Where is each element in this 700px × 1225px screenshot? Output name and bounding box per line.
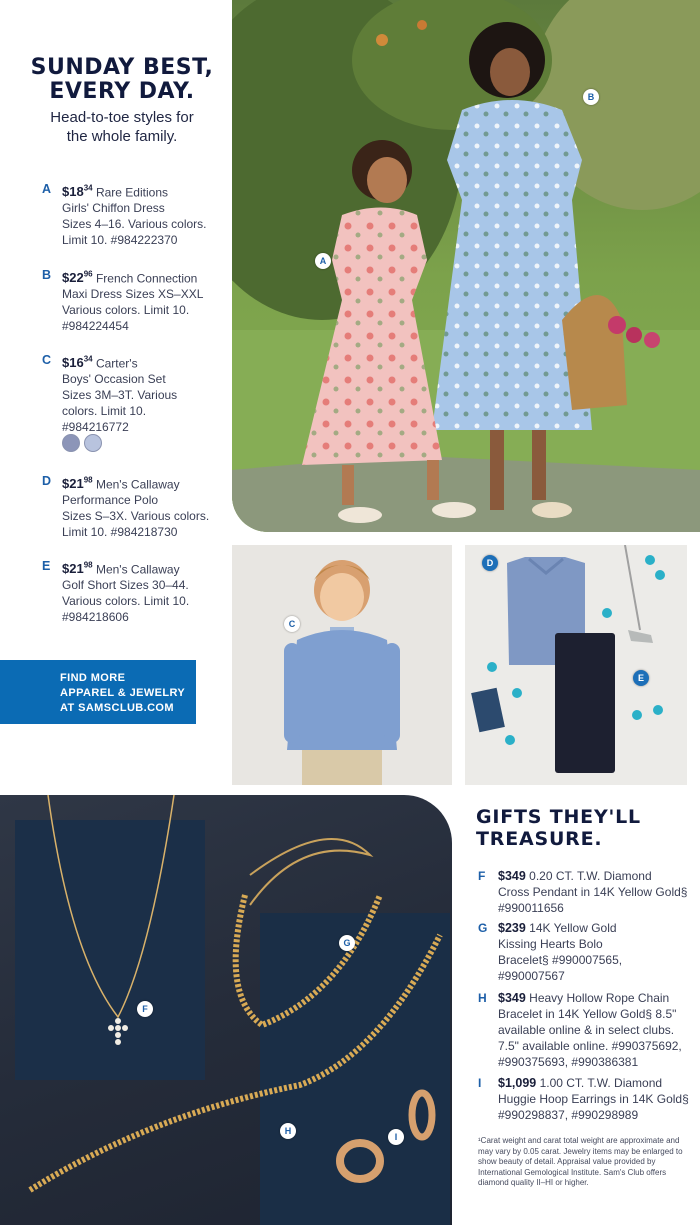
cta-line-3: AT SAMSCLUB.COM [60, 702, 174, 714]
item-price [62, 270, 93, 285]
callout-marker-c: C [284, 616, 300, 632]
price-cents: 96 [83, 270, 93, 279]
jewelry-illustration [0, 795, 452, 1225]
price-dollars: $16 [62, 355, 84, 371]
gifts-title-line-1: GIFTS THEY'LL [476, 806, 641, 828]
product-item-c [42, 352, 222, 435]
gift-desc-line: Kissing Hearts Bolo [498, 937, 603, 951]
gift-price: $349 [498, 991, 526, 1005]
item-desc-line: Men's Callaway [95, 562, 180, 577]
subhead-line-1: Head-to-toe styles for [50, 109, 194, 126]
jewelry-disclaimer: ¹Carat weight and carat total weight are approximate and may vary by 0.05 carat. Jewelry items may be enlarged to show beauty of detail. Appraisal value provided by International Gemological Institute. Sam's Club offers diamond quality II–HI or higher. [478, 1136, 683, 1187]
gift-letter: I [478, 1076, 482, 1090]
gift-letter: F [478, 869, 486, 883]
gift-desc-line: #990007567 [498, 969, 565, 983]
item-desc-line: colors. Limit 10. [62, 404, 147, 419]
item-desc-line: Girls' Chiffon Dress [62, 201, 165, 216]
color-swatches [62, 434, 102, 452]
gift-desc-line: #990298837, #990298989 [498, 1108, 639, 1122]
item-desc-line: #984224454 [62, 319, 129, 334]
item-desc-line: Men's Callaway [95, 477, 180, 492]
color-swatch[interactable] [84, 434, 102, 452]
price-dollars: $21 [62, 561, 84, 577]
headline-line-1: SUNDAY BEST, [30, 55, 214, 80]
item-price [62, 476, 93, 491]
gift-desc-line: Bracelet in 14K Yellow Gold§ 8.5" [498, 1007, 677, 1021]
callout-marker-a: A [315, 253, 331, 269]
item-desc-line: French Connection [95, 271, 198, 286]
callout-marker-f: F [137, 1001, 153, 1017]
cta-line-2: APPAREL & JEWELRY [60, 687, 186, 699]
item-desc-line: Limit 10. #984222370 [62, 233, 178, 248]
product-item-b [42, 267, 222, 334]
item-desc-line: Boys' Occasion Set [62, 372, 166, 387]
product-item-d [42, 473, 222, 540]
product-item-e [42, 558, 222, 625]
item-desc-line: Carter's [95, 356, 138, 371]
gift-desc-line: #990011656 [498, 901, 564, 915]
golf-flatlay-photo [465, 545, 687, 785]
item-letter: A [42, 182, 52, 196]
item-letter: E [42, 559, 51, 573]
item-desc-line: Various colors. Limit 10. [62, 594, 190, 609]
price-dollars: $22 [62, 270, 84, 286]
gift-item-g [478, 920, 692, 984]
item-price [62, 184, 93, 199]
callout-marker-g: G [339, 935, 355, 951]
gift-desc-line: 1.00 CT. T.W. Diamond [539, 1076, 663, 1090]
item-desc-line: Sizes S–3X. Various colors. [62, 509, 210, 524]
item-price [62, 355, 93, 370]
boy-illustration [232, 545, 452, 785]
item-desc-line: Golf Short Sizes 30–44. [62, 578, 189, 593]
gift-desc-line: Cross Pendant in 14K Yellow Gold§ [498, 885, 688, 899]
item-letter: D [42, 474, 52, 488]
gift-desc-line: available online & in select clubs. [498, 1023, 675, 1037]
cta-line-1: FIND MORE [60, 672, 126, 684]
gift-price: $239 [498, 921, 526, 935]
boy-outfit-photo [232, 545, 452, 785]
hero-family-photo [232, 0, 700, 532]
item-desc-line: Maxi Dress Sizes XS–XXL [62, 287, 204, 302]
price-dollars: $21 [62, 476, 84, 492]
price-cents: 34 [83, 355, 93, 364]
price-dollars: $18 [62, 184, 84, 200]
gift-desc-line: Bracelet§ #990007565, [498, 953, 623, 967]
flatlay-illustration [465, 545, 687, 785]
gift-desc-line: Huggie Hoop Earrings in 14K Gold§ [498, 1092, 689, 1106]
find-more-link[interactable] [0, 660, 196, 724]
color-swatch[interactable] [62, 434, 80, 452]
item-desc-line: #984216772 [62, 420, 129, 435]
gift-desc-line: Heavy Hollow Rope Chain [529, 991, 670, 1005]
gift-price: $1,099 [498, 1076, 537, 1090]
gift-desc-line: 0.20 CT. T.W. Diamond [529, 869, 652, 883]
gift-item-i [478, 1075, 692, 1123]
item-letter: C [42, 353, 52, 367]
product-item-a [42, 181, 222, 248]
callout-marker-i: I [388, 1129, 404, 1145]
item-desc-line: Performance Polo [62, 493, 159, 508]
gifts-heading [476, 806, 686, 850]
gift-desc-line: #990375693, #990386381 [498, 1055, 639, 1069]
price-cents: 98 [83, 561, 93, 570]
jewelry-photo [0, 795, 452, 1225]
headline-line-2: EVERY DAY. [49, 79, 195, 104]
item-desc-line: Various colors. Limit 10. [62, 303, 190, 318]
page-subheadline [14, 108, 230, 146]
gift-desc-line: 14K Yellow Gold [529, 921, 617, 935]
item-desc-line: Rare Editions [95, 185, 168, 200]
item-price [62, 561, 93, 576]
callout-marker-h: H [280, 1123, 296, 1139]
gift-item-f [478, 868, 692, 916]
price-cents: 34 [83, 184, 93, 193]
callout-marker-e: E [633, 670, 649, 686]
page-headline [14, 56, 230, 104]
gift-desc-line: 7.5" available online. #990375692, [498, 1039, 682, 1053]
gift-letter: G [478, 921, 488, 935]
callout-marker-d: D [482, 555, 498, 571]
price-cents: 98 [83, 476, 93, 485]
item-letter: B [42, 268, 52, 282]
callout-marker-b: B [583, 89, 599, 105]
gifts-title-line-2: TREASURE. [476, 828, 603, 850]
subhead-line-2: the whole family. [66, 128, 178, 145]
gift-letter: H [478, 991, 487, 1005]
item-desc-line: #984218606 [62, 610, 129, 625]
hero-illustration [232, 0, 700, 532]
item-desc-line: Limit 10. #984218730 [62, 525, 178, 540]
gift-item-h [478, 990, 692, 1070]
item-desc-line: Sizes 3M–3T. Various [62, 388, 178, 403]
item-desc-line: Sizes 4–16. Various colors. [62, 217, 207, 232]
gift-price: $349 [498, 869, 526, 883]
